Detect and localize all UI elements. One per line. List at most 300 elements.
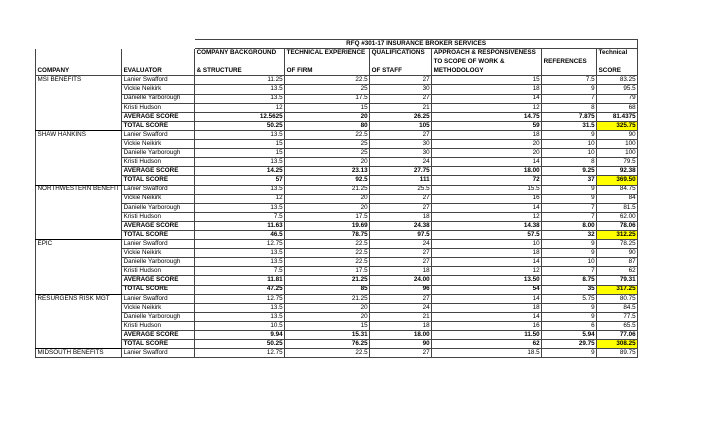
references-score: 10 xyxy=(542,258,597,267)
experience-score: 25 xyxy=(285,85,370,94)
header-row-3 xyxy=(36,67,638,76)
header-blank xyxy=(542,49,597,58)
approach-score: 18 xyxy=(432,249,542,258)
evaluator-row xyxy=(36,321,638,330)
technical-score: 78.25 xyxy=(597,240,638,249)
references-score: 29.75 xyxy=(542,340,597,349)
evaluator-name: Danielle Yarborough xyxy=(122,203,195,212)
background-score: 13.5 xyxy=(195,85,285,94)
qualifications-score: 97.5 xyxy=(370,230,432,239)
experience-score: 20 xyxy=(285,158,370,167)
evaluator-row xyxy=(36,140,638,149)
evaluator-row xyxy=(36,94,638,103)
average-row xyxy=(36,276,638,285)
qualifications-score: 30 xyxy=(370,140,432,149)
technical-score: 90 xyxy=(597,249,638,258)
evaluator-name: Lanier Swafford xyxy=(122,185,195,194)
header-experience-line1: TECHNICAL EXPERIENCE xyxy=(285,49,370,58)
company-cell xyxy=(36,149,122,158)
experience-score: 23.13 xyxy=(285,167,370,176)
technical-score: 100 xyxy=(597,149,638,158)
approach-score: 12 xyxy=(432,103,542,112)
approach-score: 13.50 xyxy=(432,276,542,285)
background-score: 13.5 xyxy=(195,158,285,167)
technical-score: 312.25 xyxy=(597,230,638,239)
references-score: 9 xyxy=(542,130,597,139)
total-label: TOTAL SCORE xyxy=(122,340,195,349)
background-score: 13.5 xyxy=(195,130,285,139)
background-score: 13.5 xyxy=(195,303,285,312)
company-cell xyxy=(36,203,122,212)
qualifications-score: 30 xyxy=(370,85,432,94)
header-blank xyxy=(597,58,638,67)
header-qualifications-line1: QUALIFICATIONS xyxy=(370,49,432,58)
approach-score: 14 xyxy=(432,312,542,321)
evaluator-row xyxy=(36,212,638,221)
references-score: 6 xyxy=(542,321,597,330)
company-cell xyxy=(36,258,122,267)
company-cell xyxy=(36,221,122,230)
background-score: 12 xyxy=(195,194,285,203)
background-score: 15 xyxy=(195,140,285,149)
technical-score: 84.75 xyxy=(597,185,638,194)
technical-score: 78.06 xyxy=(597,221,638,230)
evaluator-name: Danielle Yarborough xyxy=(122,312,195,321)
experience-score: 22.5 xyxy=(285,349,370,358)
experience-score: 22.5 xyxy=(285,249,370,258)
evaluator-row xyxy=(36,312,638,321)
qualifications-score: 24 xyxy=(370,158,432,167)
evaluator-name: Vickie Neikirk xyxy=(122,249,195,258)
header-row-1 xyxy=(36,49,638,58)
references-score: 8 xyxy=(542,158,597,167)
approach-score: 12 xyxy=(432,267,542,276)
technical-score: 308.25 xyxy=(597,340,638,349)
experience-score: 92.5 xyxy=(285,176,370,185)
company-name: MIDSOUTH BENEFITS xyxy=(36,349,122,358)
background-score: 13.5 xyxy=(195,94,285,103)
background-score: 13.5 xyxy=(195,203,285,212)
technical-score: 369.50 xyxy=(597,176,638,185)
evaluator-row xyxy=(36,240,638,249)
experience-score: 20 xyxy=(285,194,370,203)
experience-score: 15.31 xyxy=(285,331,370,340)
evaluator-row xyxy=(36,158,638,167)
qualifications-score: 18 xyxy=(370,212,432,221)
technical-score: 325.75 xyxy=(597,121,638,130)
header-blank xyxy=(36,49,122,58)
company-cell xyxy=(36,103,122,112)
qualifications-score: 90 xyxy=(370,340,432,349)
experience-score: 21.25 xyxy=(285,276,370,285)
approach-score: 11.50 xyxy=(432,331,542,340)
company-cell xyxy=(36,140,122,149)
approach-score: 14 xyxy=(432,158,542,167)
references-score: 9 xyxy=(542,185,597,194)
qualifications-score: 24.00 xyxy=(370,276,432,285)
evaluator-row xyxy=(36,267,638,276)
background-score: 14.25 xyxy=(195,167,285,176)
background-score: 11.81 xyxy=(195,276,285,285)
qualifications-score: 30 xyxy=(370,149,432,158)
references-score: 9 xyxy=(542,85,597,94)
company-cell xyxy=(36,267,122,276)
background-score: 13.5 xyxy=(195,258,285,267)
table-title: RFQ #301-17 INSURANCE BROKER SERVICES xyxy=(195,40,638,49)
approach-score: 14.38 xyxy=(432,221,542,230)
company-cell xyxy=(36,230,122,239)
experience-score: 20 xyxy=(285,303,370,312)
qualifications-score: 24 xyxy=(370,240,432,249)
approach-score: 14 xyxy=(432,203,542,212)
approach-score: 20 xyxy=(432,140,542,149)
experience-score: 22.5 xyxy=(285,76,370,85)
experience-score: 25 xyxy=(285,149,370,158)
total-row xyxy=(36,340,638,349)
qualifications-score: 27 xyxy=(370,203,432,212)
experience-score: 20 xyxy=(285,312,370,321)
evaluator-row xyxy=(36,103,638,112)
references-score: 7 xyxy=(542,203,597,212)
experience-score: 22.5 xyxy=(285,258,370,267)
technical-score: 84 xyxy=(597,194,638,203)
total-row xyxy=(36,230,638,239)
background-score: 46.5 xyxy=(195,230,285,239)
references-score: 7 xyxy=(542,94,597,103)
technical-score: 79.5 xyxy=(597,158,638,167)
background-score: 50.25 xyxy=(195,121,285,130)
company-cell xyxy=(36,194,122,203)
technical-score: 79 xyxy=(597,94,638,103)
average-label: AVERAGE SCORE xyxy=(122,112,195,121)
header-experience-line2: OF FIRM xyxy=(285,67,370,76)
qualifications-score: 27 xyxy=(370,194,432,203)
references-score: 10 xyxy=(542,140,597,149)
evaluator-name: Vickie Neikirk xyxy=(122,194,195,203)
company-cell xyxy=(36,340,122,349)
company-cell xyxy=(36,94,122,103)
company-name: EPIC xyxy=(36,240,122,249)
approach-score: 18.00 xyxy=(432,167,542,176)
evaluator-name: Danielle Yarborough xyxy=(122,94,195,103)
background-score: 50.25 xyxy=(195,340,285,349)
approach-score: 16 xyxy=(432,194,542,203)
average-label: AVERAGE SCORE xyxy=(122,276,195,285)
background-score: 12.5625 xyxy=(195,112,285,121)
background-score: 11.63 xyxy=(195,221,285,230)
header-evaluator: EVALUATOR xyxy=(122,67,195,76)
evaluator-name: Kristi Hudson xyxy=(122,212,195,221)
experience-score: 22.5 xyxy=(285,130,370,139)
company-cell xyxy=(36,312,122,321)
experience-score: 76.25 xyxy=(285,340,370,349)
average-label: AVERAGE SCORE xyxy=(122,167,195,176)
references-score: 7 xyxy=(542,212,597,221)
qualifications-score: 18 xyxy=(370,267,432,276)
references-score: 9 xyxy=(542,240,597,249)
qualifications-score: 27.75 xyxy=(370,167,432,176)
background-score: 11.25 xyxy=(195,76,285,85)
references-score: 8 xyxy=(542,103,597,112)
qualifications-score: 18 xyxy=(370,321,432,330)
header-blank xyxy=(122,58,195,67)
references-score: 7.875 xyxy=(542,112,597,121)
qualifications-score: 27 xyxy=(370,294,432,303)
experience-score: 85 xyxy=(285,285,370,294)
technical-score: 65.5 xyxy=(597,321,638,330)
experience-score: 21.25 xyxy=(285,294,370,303)
header-company: COMPANY xyxy=(36,67,122,76)
technical-score: 77.5 xyxy=(597,312,638,321)
technical-score: 95.5 xyxy=(597,85,638,94)
qualifications-score: 26.25 xyxy=(370,112,432,121)
qualifications-score: 27 xyxy=(370,94,432,103)
evaluator-name: Lanier Swafford xyxy=(122,240,195,249)
experience-score: 22.5 xyxy=(285,240,370,249)
header-background-line2: & STRUCTURE xyxy=(195,67,285,76)
company-name: SHAW HANKINS xyxy=(36,130,122,139)
experience-score: 80 xyxy=(285,121,370,130)
header-blank xyxy=(36,58,122,67)
evaluator-name: Lanier Swafford xyxy=(122,76,195,85)
evaluator-name: Kristi Hudson xyxy=(122,158,195,167)
company-cell xyxy=(36,321,122,330)
approach-score: 14 xyxy=(432,94,542,103)
qualifications-score: 18.00 xyxy=(370,331,432,340)
technical-score: 80.75 xyxy=(597,294,638,303)
company-cell xyxy=(36,331,122,340)
qualifications-score: 27 xyxy=(370,76,432,85)
references-score: 8.75 xyxy=(542,276,597,285)
background-score: 9.94 xyxy=(195,331,285,340)
technical-score: 83.25 xyxy=(597,76,638,85)
evaluator-row xyxy=(36,294,638,303)
approach-score: 10 xyxy=(432,240,542,249)
experience-score: 20 xyxy=(285,112,370,121)
average-row xyxy=(36,167,638,176)
references-score: 9 xyxy=(542,249,597,258)
background-score: 13.5 xyxy=(195,249,285,258)
references-score: 9 xyxy=(542,349,597,358)
background-score: 12.75 xyxy=(195,349,285,358)
average-row xyxy=(36,331,638,340)
qualifications-score: 27 xyxy=(370,249,432,258)
header-blank xyxy=(370,58,432,67)
background-score: 12 xyxy=(195,103,285,112)
approach-score: 18 xyxy=(432,130,542,139)
evaluator-row xyxy=(36,203,638,212)
background-score: 13.5 xyxy=(195,312,285,321)
company-cell xyxy=(36,121,122,130)
approach-score: 72 xyxy=(432,176,542,185)
approach-score: 14.75 xyxy=(432,112,542,121)
header-row-2 xyxy=(36,58,638,67)
experience-score: 15 xyxy=(285,321,370,330)
technical-score: 62 xyxy=(597,267,638,276)
evaluator-row xyxy=(36,258,638,267)
references-score: 7.5 xyxy=(542,76,597,85)
approach-score: 14 xyxy=(432,294,542,303)
company-cell xyxy=(36,158,122,167)
average-label: AVERAGE SCORE xyxy=(122,221,195,230)
background-score: 13.5 xyxy=(195,185,285,194)
evaluator-name: Vickie Neikirk xyxy=(122,140,195,149)
company-cell xyxy=(36,112,122,121)
scoring-table-body xyxy=(36,40,638,358)
references-score: 9.25 xyxy=(542,167,597,176)
references-score: 5.94 xyxy=(542,331,597,340)
references-score: 9 xyxy=(542,312,597,321)
technical-score: 92.38 xyxy=(597,167,638,176)
company-cell xyxy=(36,167,122,176)
qualifications-score: 21 xyxy=(370,312,432,321)
total-row xyxy=(36,121,638,130)
experience-score: 19.69 xyxy=(285,221,370,230)
background-score: 7.5 xyxy=(195,267,285,276)
evaluator-row xyxy=(36,85,638,94)
evaluator-name: Lanier Swafford xyxy=(122,294,195,303)
company-cell xyxy=(36,249,122,258)
references-score: 10 xyxy=(542,149,597,158)
header-approach-line2: TO SCOPE OF WORK & xyxy=(432,58,542,67)
total-row xyxy=(36,285,638,294)
technical-score: 100 xyxy=(597,140,638,149)
evaluator-row xyxy=(36,76,638,85)
evaluator-name: Lanier Swafford xyxy=(122,349,195,358)
approach-score: 18 xyxy=(432,303,542,312)
average-row xyxy=(36,112,638,121)
background-score: 12.75 xyxy=(195,240,285,249)
evaluator-name: Vickie Neikirk xyxy=(122,85,195,94)
evaluator-name: Danielle Yarborough xyxy=(122,149,195,158)
header-blank xyxy=(195,58,285,67)
company-cell xyxy=(36,212,122,221)
background-score: 57 xyxy=(195,176,285,185)
references-score: 9 xyxy=(542,303,597,312)
total-label: TOTAL SCORE xyxy=(122,230,195,239)
evaluator-name: Lanier Swafford xyxy=(122,130,195,139)
header-background-line1: COMPANY BACKGROUND xyxy=(195,49,285,58)
references-score: 35 xyxy=(542,285,597,294)
experience-score: 21.25 xyxy=(285,185,370,194)
technical-score: 81.4375 xyxy=(597,112,638,121)
qualifications-score: 105 xyxy=(370,121,432,130)
approach-score: 54 xyxy=(432,285,542,294)
approach-score: 15.5 xyxy=(432,185,542,194)
company-cell xyxy=(36,285,122,294)
approach-score: 20 xyxy=(432,149,542,158)
technical-score: 77.06 xyxy=(597,331,638,340)
approach-score: 57.5 xyxy=(432,230,542,239)
evaluator-row xyxy=(36,130,638,139)
header-blank xyxy=(542,67,597,76)
header-qualifications-line2: OF STAFF xyxy=(370,67,432,76)
qualifications-score: 27 xyxy=(370,349,432,358)
evaluator-row xyxy=(36,149,638,158)
technical-score: 84.5 xyxy=(597,303,638,312)
background-score: 47.25 xyxy=(195,285,285,294)
total-row xyxy=(36,176,638,185)
company-name: RESURGENS RISK MGT xyxy=(36,294,122,303)
total-label: TOTAL SCORE xyxy=(122,285,195,294)
approach-score: 18.5 xyxy=(432,349,542,358)
header-blank xyxy=(122,49,195,58)
qualifications-score: 21 xyxy=(370,103,432,112)
qualifications-score: 27 xyxy=(370,130,432,139)
experience-score: 17.5 xyxy=(285,267,370,276)
evaluator-row xyxy=(36,185,638,194)
background-score: 15 xyxy=(195,149,285,158)
approach-score: 18 xyxy=(432,85,542,94)
scoring-table xyxy=(35,39,638,358)
references-score: 31.5 xyxy=(542,121,597,130)
evaluator-name: Kristi Hudson xyxy=(122,103,195,112)
title-row xyxy=(36,40,638,49)
total-label: TOTAL SCORE xyxy=(122,121,195,130)
header-approach-line1: APPROACH & RESPONSIVENESS xyxy=(432,49,542,58)
technical-score: 81.5 xyxy=(597,203,638,212)
company-name: MSI BENEFITS xyxy=(36,76,122,85)
experience-score: 78.75 xyxy=(285,230,370,239)
qualifications-score: 25.5 xyxy=(370,185,432,194)
header-technical-line1: Technical xyxy=(597,49,638,58)
approach-score: 12 xyxy=(432,212,542,221)
header-technical-line2: SCORE xyxy=(597,67,638,76)
average-label: AVERAGE SCORE xyxy=(122,331,195,340)
background-score: 12.75 xyxy=(195,294,285,303)
technical-score: 87 xyxy=(597,258,638,267)
experience-score: 17.5 xyxy=(285,94,370,103)
references-score: 8.00 xyxy=(542,221,597,230)
references-score: 32 xyxy=(542,230,597,239)
experience-score: 17.5 xyxy=(285,212,370,221)
qualifications-score: 27 xyxy=(370,258,432,267)
technical-score: 317.25 xyxy=(597,285,638,294)
title-spacer xyxy=(36,40,195,49)
approach-score: 59 xyxy=(432,121,542,130)
company-cell xyxy=(36,176,122,185)
approach-score: 62 xyxy=(432,340,542,349)
qualifications-score: 111 xyxy=(370,176,432,185)
references-score: 7 xyxy=(542,267,597,276)
experience-score: 25 xyxy=(285,140,370,149)
evaluator-name: Vickie Neikirk xyxy=(122,303,195,312)
technical-score: 68 xyxy=(597,103,638,112)
total-label: TOTAL SCORE xyxy=(122,176,195,185)
company-cell xyxy=(36,303,122,312)
average-row xyxy=(36,221,638,230)
evaluator-name: Kristi Hudson xyxy=(122,267,195,276)
company-cell xyxy=(36,85,122,94)
technical-score: 89.75 xyxy=(597,349,638,358)
evaluator-row xyxy=(36,194,638,203)
background-score: 10.5 xyxy=(195,321,285,330)
company-cell xyxy=(36,276,122,285)
experience-score: 20 xyxy=(285,203,370,212)
approach-score: 14 xyxy=(432,258,542,267)
company-name: NORTHWESTERN BENEFIT xyxy=(37,185,120,193)
evaluator-row xyxy=(36,303,638,312)
header-blank xyxy=(285,58,370,67)
evaluator-row xyxy=(36,349,638,358)
references-score: 9 xyxy=(542,194,597,203)
qualifications-score: 96 xyxy=(370,285,432,294)
technical-score: 79.31 xyxy=(597,276,638,285)
references-score: 5.75 xyxy=(542,294,597,303)
approach-score: 16 xyxy=(432,321,542,330)
experience-score: 15 xyxy=(285,103,370,112)
header-references: REFERENCES xyxy=(542,58,597,67)
